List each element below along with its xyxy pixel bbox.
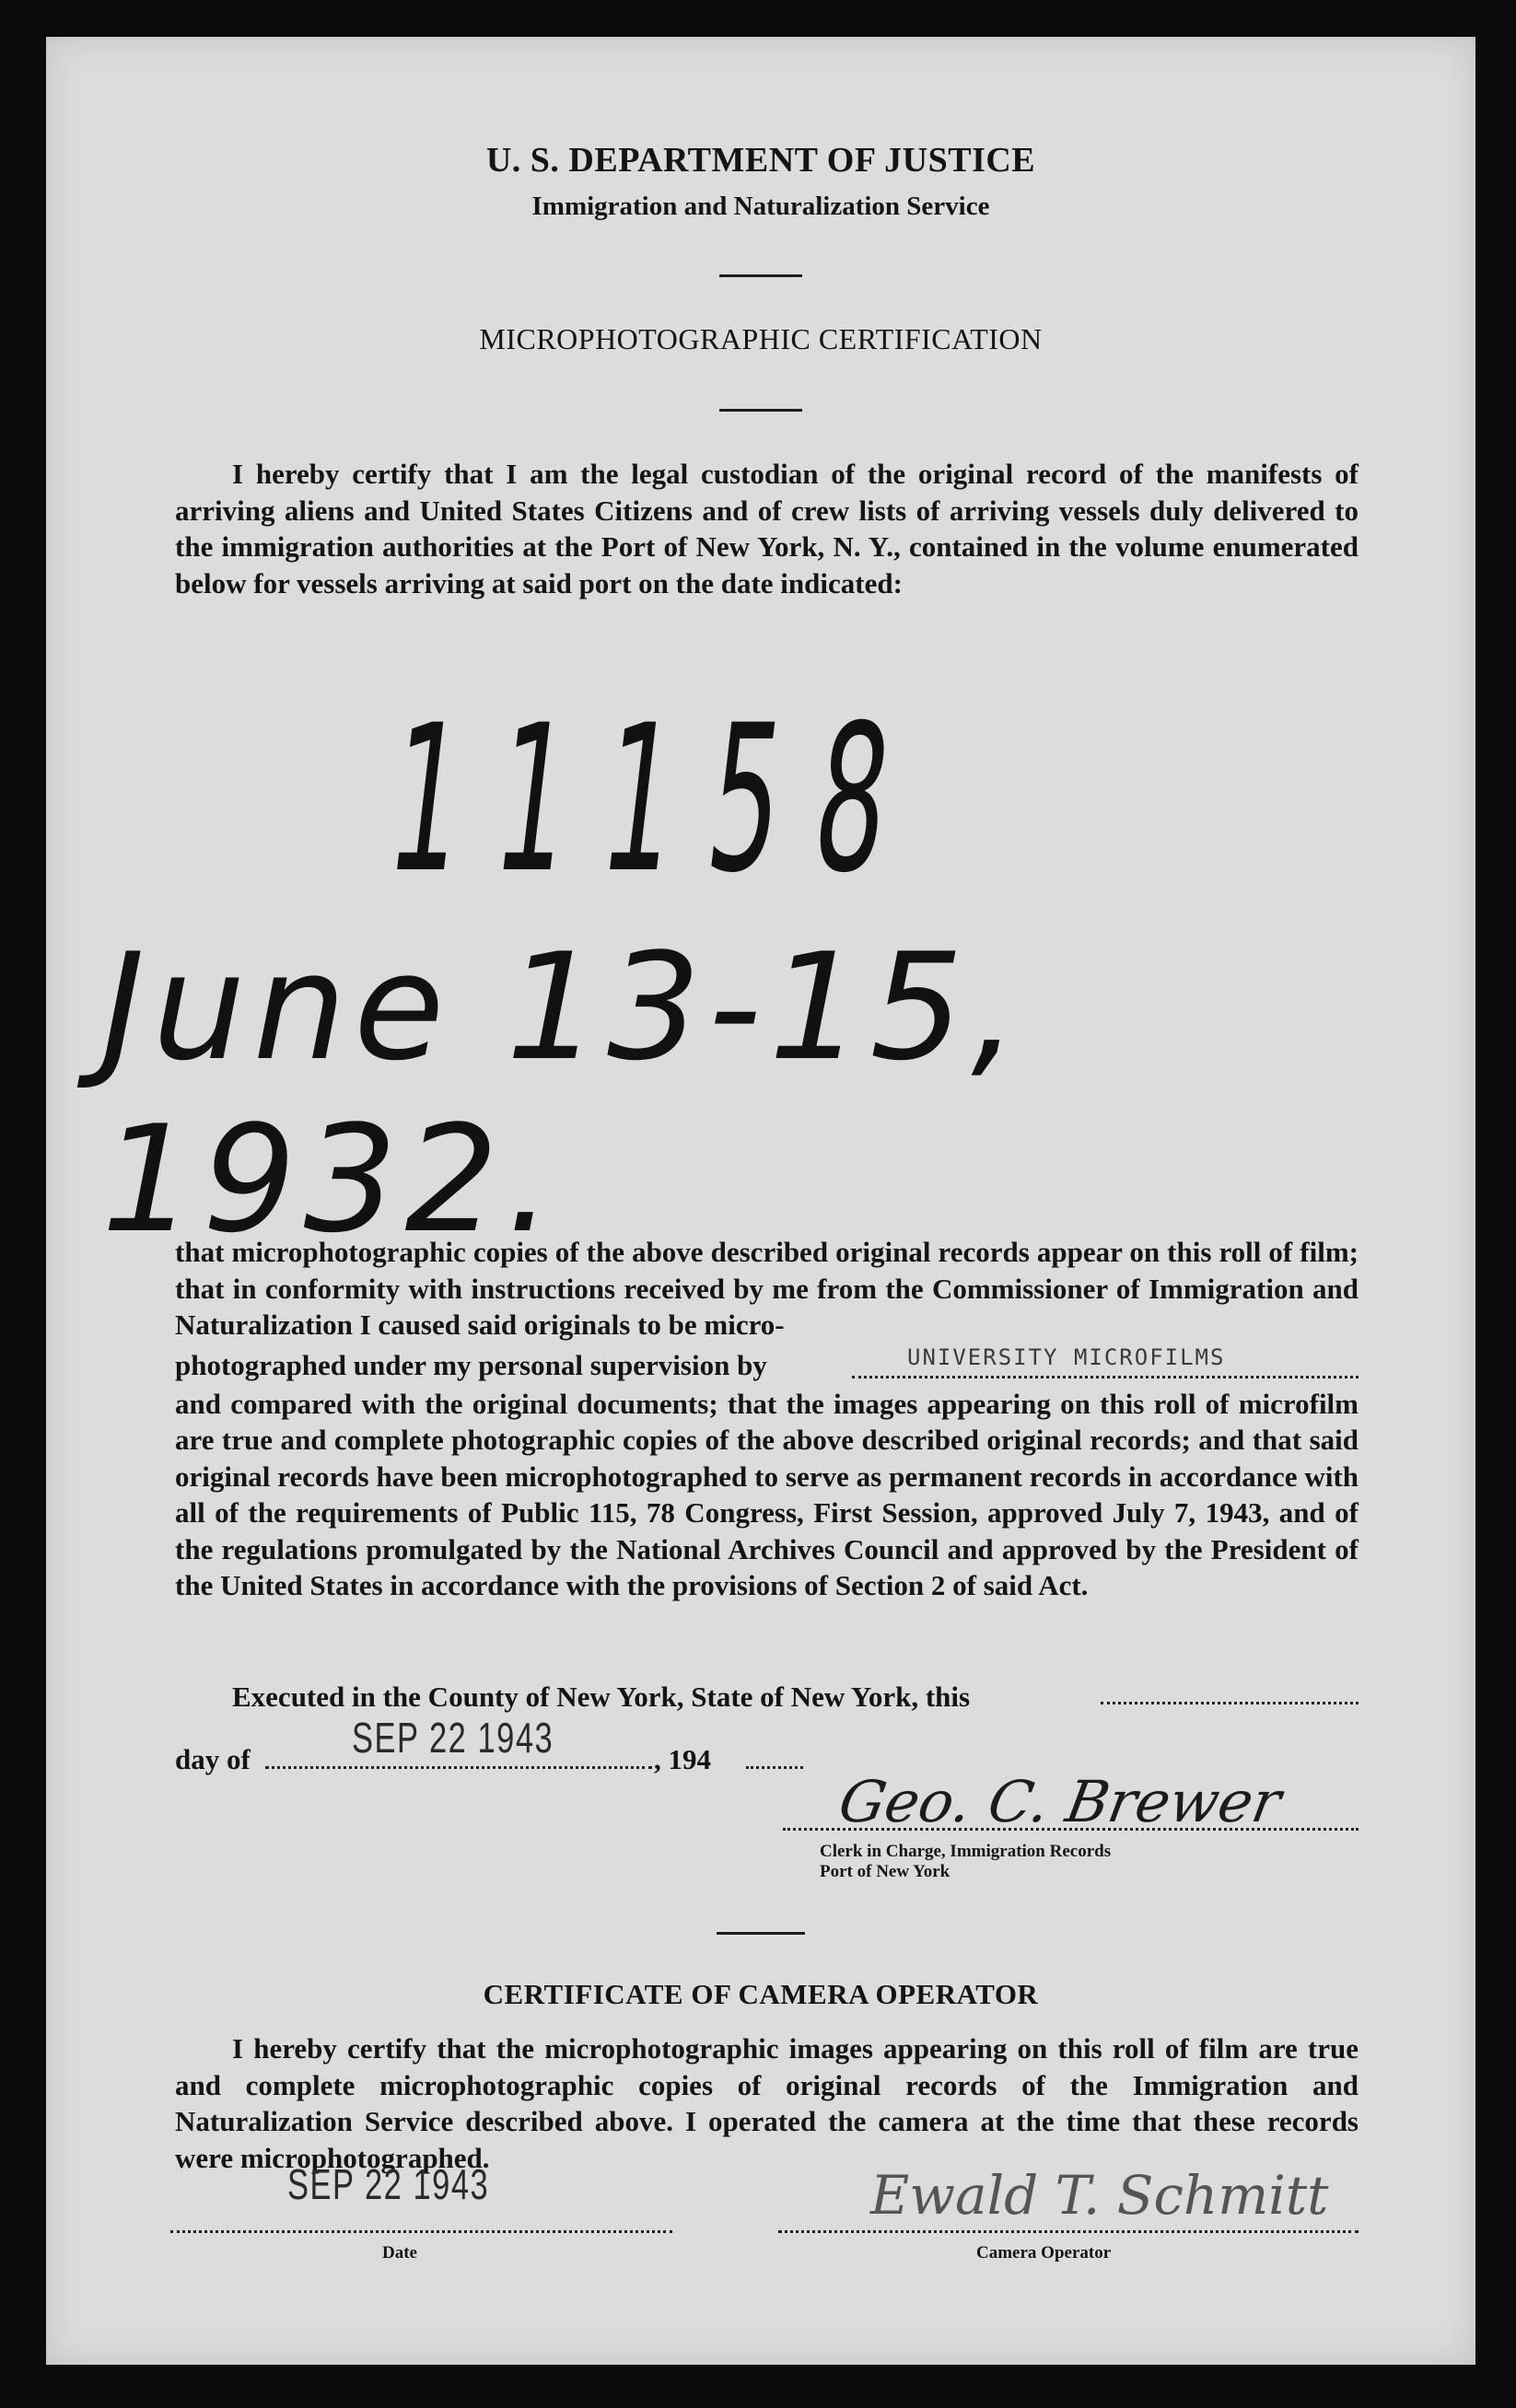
service-heading: Immigration and Naturalization Service [531, 192, 990, 221]
day-blank [1101, 1702, 1359, 1704]
intro-text: I hereby certify that I am the legal custodian of the original record of the manifests of arriving aliens and United States Citizens and of crew lists of arriving vessels duly delivered to the immigration authorities at the Port of New York, N. Y., contained in the volume enumerated below for vessels arriving at said port on the date indicated: [175, 458, 1359, 599]
supervisor-name: UNIVERSITY MICROFILMS [907, 1344, 1226, 1370]
body-text-2: and compared with the original documents; that the images appearing on this roll of microfilm are true and complete photographic copies of the above described original records; and that said original records have been microphotographed to serve as permanent records in accordance with all of the requirements of Public 115, 78 Congress, First Session, approved July 7, 1943, and of the regulations promulgated by the National Archives Council and approved by the President of the United States in accordance with the provisions of Section 2 of said Act. [175, 1387, 1359, 1601]
operator-line [778, 2230, 1359, 2233]
divider [717, 1932, 805, 1935]
camera-date-stamp: SEP 22 1943 [287, 2160, 490, 2208]
clerk-title: Clerk in Charge, Immigration Records [820, 1842, 1112, 1861]
date-label: Date [382, 2243, 417, 2263]
body-text-1: that microphotographic copies of the above described original records appear on this roll of film; that in conformity with instructions received by me from the Commissioner of Immigration and Naturalization I caused said originals to be micro- [175, 1236, 1359, 1341]
day-of-blank [265, 1766, 652, 1769]
date-line [170, 2230, 672, 2233]
day-of-label: day of [175, 1743, 251, 1775]
supervision-line [175, 1344, 1359, 1386]
clerk-office: Port of New York [820, 1862, 950, 1881]
certification-intro [175, 456, 1359, 601]
executed-line: Executed in the County of New York, State of New York, this [232, 1681, 971, 1713]
volume-number-handwritten: 11158 [378, 681, 938, 917]
operator-label: Camera Operator [976, 2243, 1112, 2263]
department-heading: U. S. DEPARTMENT OF JUSTICE [485, 141, 1036, 180]
supervision-prefix: photographed under my personal supervision by [175, 1348, 767, 1381]
year-label: , 194 [654, 1743, 711, 1775]
certification-title: MICROPHOTOGRAPHIC CERTIFICATION [479, 322, 1043, 355]
camera-operator-title: CERTIFICATE OF CAMERA OPERATOR [483, 1978, 1039, 2010]
date-range-handwritten: June 13-15, 1932. [101, 921, 1026, 1265]
camera-operator-text [175, 2030, 1359, 2176]
clerk-signature: Geo. C. Brewer [834, 1768, 1287, 1835]
date-stamp: SEP 22 1943 [352, 1714, 554, 1762]
camera-text: I hereby certify that the microphotographic images appearing on this roll of film are true and complete microphotographic copies of original records of the Immigration and Naturalization Service described above. I operated the camera at the time that these records were microphotographed. [175, 2032, 1359, 2174]
certificate-sheet [46, 37, 1475, 2365]
certification-body [175, 1234, 1359, 1604]
year-blank [746, 1766, 803, 1769]
divider [719, 409, 802, 412]
operator-signature: Ewald T. Schmitt [870, 2164, 1329, 2227]
divider [719, 274, 802, 277]
